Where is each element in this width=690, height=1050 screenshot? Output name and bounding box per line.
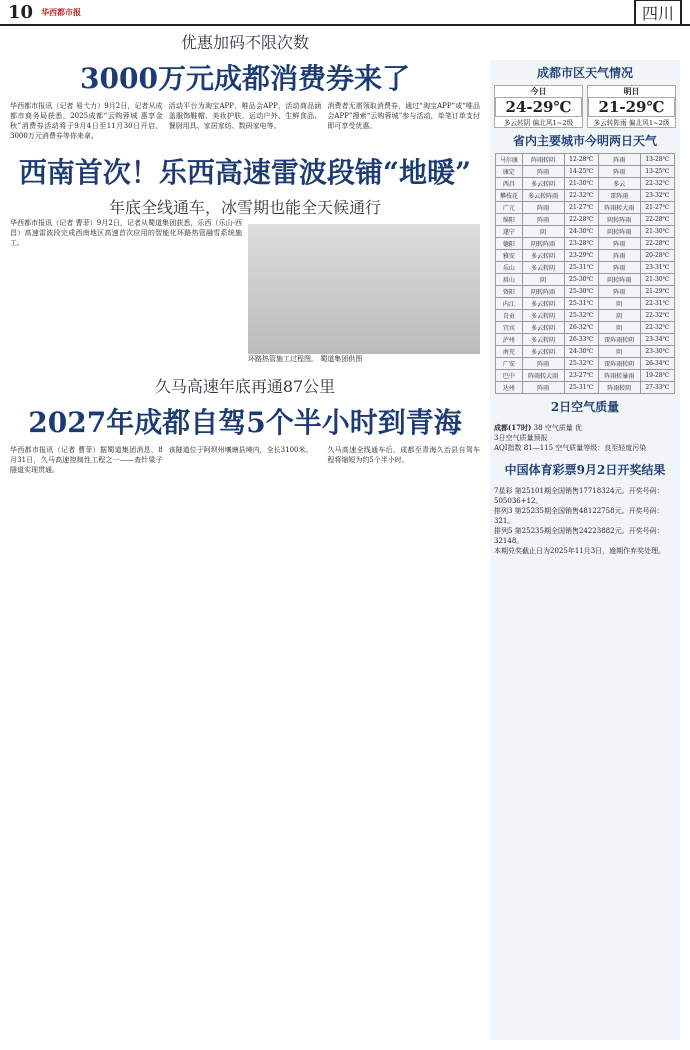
city-weather-cell: 26-33℃ (564, 334, 598, 346)
main-content (10, 30, 480, 485)
city-weather-cell: 25-30℃ (564, 274, 598, 286)
city-weather-cell: 21-27℃ (564, 202, 598, 214)
city-weather-cell: 多云转阴 (522, 250, 564, 262)
air-forecast-title: 3日空气质量预报 (494, 434, 548, 442)
city-weather-cell: 阵雨转大雨 (598, 202, 640, 214)
city-weather-cell: 22-32℃ (640, 322, 674, 334)
air-city: 成都(17时) (494, 423, 532, 432)
city-weather-cell: 阴转阵雨 (598, 274, 640, 286)
lottery-title: 中国体育彩票9月2日开奖结果 (504, 463, 666, 477)
city-weather-cell: 25-32℃ (564, 310, 598, 322)
weather-title: 成都市区天气情况 (536, 66, 633, 80)
city-weather-cell: 21-27℃ (640, 202, 674, 214)
city-weather-cell: 阵雨转暴雨 (598, 370, 640, 382)
city-weather-cell: 多云转阴 (522, 346, 564, 358)
city-weather-cell: 达州 (496, 382, 523, 394)
city-weather-cell: 23-32℃ (640, 190, 674, 202)
city-weather-cell: 19-28℃ (640, 370, 674, 382)
city-weather-cell: 广元 (496, 202, 523, 214)
air-value: 38 (533, 424, 543, 432)
city-weather-cell: 内江 (496, 298, 523, 310)
city-weather-cell: 22-28℃ (564, 214, 598, 226)
brand-logo: 华西都市报 (41, 6, 82, 17)
air-quality-title: 2日空气质量 (550, 400, 620, 414)
city-weather-cell: 25-30℃ (564, 286, 598, 298)
air-forecast: AQI指数 81—115 空气质量等级：良至轻度污染 (494, 444, 647, 452)
city-weather-cell: 阴 (598, 310, 640, 322)
city-weather-cell: 阴转阵雨 (522, 238, 564, 250)
city-weather-cell: 阴 (598, 298, 640, 310)
city-weather-cell: 21-30℃ (640, 226, 674, 238)
city-weather-cell: 攀枝花 (496, 190, 523, 202)
article1-col3: 消费者无需领取消费券，通过“淘宝APP”或“唯品会APP”搜索“云购蓉城”参与活动，单笔订单支付即可享受优惠。 (327, 102, 481, 130)
article2-col1: 华西都市报讯（记者 曹菲）9月2日，记者从蜀道集团获悉，乐西（乐山-西昌）高速雷波段完成西南地区高速首次应用的智能化环路热管融雪系统施工。 (10, 219, 242, 247)
city-weather-cell: 阴转阵雨 (598, 226, 640, 238)
city-weather-row (496, 250, 675, 262)
article1-title: 3000万元成都消费券来了 (80, 62, 410, 95)
city-weather-row (496, 382, 675, 394)
photo-caption: 环路热管施工过程图。 蜀道集团供图 (248, 355, 363, 363)
city-weather-cell: 阵雨转大雨 (522, 370, 564, 382)
city-weather-cell: 21-30℃ (564, 178, 598, 190)
city-weather-row (496, 154, 675, 166)
city-weather-cell: 广安 (496, 358, 523, 370)
city-weather-cell: 27-33℃ (640, 382, 674, 394)
city-weather-cell: 阴 (598, 346, 640, 358)
city-weather-cell: 多云转阴 (522, 298, 564, 310)
city-weather-cell: 多云转阴 (522, 334, 564, 346)
city-weather-cell: 23-28℃ (564, 238, 598, 250)
page-header (0, 0, 690, 26)
article3-col1: 华西都市报讯（记者 曹菲）据蜀道集团消息，8月31日，久马高速控制性工程之一——查针梁子隧道实现贯通。 (10, 446, 163, 474)
city-weather-row (496, 370, 675, 382)
city-weather-cell: 多云转阵雨 (522, 190, 564, 202)
city-weather-cell: 阵雨 (522, 214, 564, 226)
city-weather-cell: 阵雨 (598, 166, 640, 178)
city-weather-cell: 阵雨 (598, 154, 640, 166)
city-weather-row (496, 166, 675, 178)
article3-title: 2027年成都自驾5个半小时到青海 (28, 406, 462, 439)
city-weather-cell: 阴转阵雨 (598, 214, 640, 226)
city-weather-row (496, 310, 675, 322)
city-weather-cell: 南充 (496, 346, 523, 358)
city-weather-cell: 14-25℃ (564, 166, 598, 178)
city-weather-cell: 阵雨 (598, 262, 640, 274)
city-weather-cell: 26-34℃ (640, 358, 674, 370)
city-weather-cell: 雷阵雨 (598, 190, 640, 202)
article-qinghai-road (10, 374, 480, 475)
city-weather-cell: 阴 (598, 322, 640, 334)
city-weather-cell: 阵雨转阴 (522, 154, 564, 166)
city-weather-cell: 阵雨 (522, 202, 564, 214)
article2-title: 西南首次！乐西高速雷波段铺“地暖” (18, 156, 472, 189)
city-weather-cell: 22-32℃ (640, 178, 674, 190)
city-weather-cell: 25-31℃ (564, 298, 598, 310)
article3-col2: 该隧道位于阿坝州壤塘县境内，全长3100米。 (168, 446, 313, 454)
city-weather-cell: 多云转阴 (522, 310, 564, 322)
air-level: 空气质量 优 (544, 424, 582, 432)
city-weather-cell: 13-25℃ (640, 166, 674, 178)
city-weather-cell: 23-29℃ (564, 250, 598, 262)
city-weather-table (495, 153, 675, 394)
city-weather-cell: 绵阳 (496, 214, 523, 226)
city-weather-cell: 22-32℃ (640, 310, 674, 322)
road-photo (248, 224, 480, 354)
city-weather-cell: 多云转阴 (522, 262, 564, 274)
article3-kicker: 久马高速年底再通87公里 (154, 377, 336, 396)
city-weather-cell: 23-27℃ (564, 370, 598, 382)
tomorrow-weather: 明日 21-29℃ 多云转阵雨 偏北风1~2级 (587, 85, 676, 128)
city-weather-cell: 康定 (496, 166, 523, 178)
city-weather-cell: 眉山 (496, 274, 523, 286)
city-weather-cell: 阵雨 (522, 358, 564, 370)
article-highway-heating (10, 151, 480, 364)
city-weather-cell: 阵雨 (598, 286, 640, 298)
city-weather-row (496, 202, 675, 214)
city-weather-cell: 21-29℃ (640, 286, 674, 298)
city-weather-cell: 25-32℃ (564, 358, 598, 370)
article1-kicker: 优惠加码不限次数 (180, 33, 309, 52)
city-weather-cell: 23-30℃ (640, 346, 674, 358)
city-weather-cell: 多云转阴 (522, 322, 564, 334)
city-weather-cell: 阵雨转阴 (598, 382, 640, 394)
article-consumption (10, 30, 480, 141)
city-weather-cell: 乐山 (496, 262, 523, 274)
today-weather: 今日 24-29℃ 多云转阴 偏北风1~2级 (494, 85, 583, 128)
city-weather-cell: 25-31℃ (564, 382, 598, 394)
city-weather-cell: 雷阵雨转阴 (598, 334, 640, 346)
city-weather-cell: 23-31℃ (640, 262, 674, 274)
city-weather-row (496, 358, 675, 370)
city-weather-cell: 21-30℃ (640, 274, 674, 286)
lottery-results: 7星彩 第25101期全国销售17718324元。开奖号码：505036+12。 排列3 第25235期全国销售48122758元。开奖号码：321。 排列5 第25235期全国销售24223882元。开奖号码：32148。 本期兑奖截止日为2025年11月3日，逾期作弃奖处理。 (494, 487, 666, 555)
city-weather-cell: 22-32℃ (564, 190, 598, 202)
city-weather-cell: 自贡 (496, 310, 523, 322)
city-weather-row (496, 346, 675, 358)
city-weather-cell: 多云转阴 (522, 178, 564, 190)
city-weather-cell: 德阳 (496, 238, 523, 250)
sidebar (490, 60, 680, 1040)
article1-col2: 活动平台为淘宝APP、唯品会APP，活动商品涵盖服饰鞋帽、美妆护肤、运动户外、生鲜食品、餐厨用具、家居家纺、数码家电等。 (168, 102, 322, 130)
city-weather-row (496, 214, 675, 226)
city-weather-cell: 阵雨 (522, 382, 564, 394)
city-weather-cell: 25-31℃ (564, 262, 598, 274)
city-weather-cell: 雷阵雨转阴 (598, 358, 640, 370)
city-weather-row (496, 286, 675, 298)
city-weather-cell: 20-28℃ (640, 250, 674, 262)
city-weather-cell: 13-28℃ (640, 154, 674, 166)
city-weather-cell: 阵雨 (522, 166, 564, 178)
city-weather-cell: 12-28℃ (564, 154, 598, 166)
city-weather-cell: 22-28℃ (640, 238, 674, 250)
city-weather-cell: 泸州 (496, 334, 523, 346)
city-weather-row (496, 262, 675, 274)
city-weather-cell: 西昌 (496, 178, 523, 190)
article1-col1: 华西都市报讯（记者 易弋力）9月2日，记者从成都市商务局获悉，2025成都“云购蓉城 惠享金秋”消费券活动将于9月4日至11月30日开启，3000万元消费券等你来拿。 (10, 102, 163, 140)
city-weather-cell: 22-28℃ (640, 214, 674, 226)
article2-subtitle: 年底全线通车，冰雪期也能全天候通行 (108, 198, 381, 217)
city-weather-cell: 26-32℃ (564, 322, 598, 334)
city-weather-cell: 阵雨 (598, 250, 640, 262)
city-weather-cell: 雅安 (496, 250, 523, 262)
city-weather-row (496, 190, 675, 202)
forecast-title: 省内主要城市今明两日天气 (512, 134, 657, 148)
city-weather-cell: 阴转阵雨 (522, 286, 564, 298)
city-weather-row (496, 274, 675, 286)
city-weather-cell: 多云 (598, 178, 640, 190)
city-weather-cell: 阵雨 (598, 238, 640, 250)
city-weather-cell: 巴中 (496, 370, 523, 382)
city-weather-cell: 24-30℃ (564, 346, 598, 358)
city-weather-cell: 阴 (522, 226, 564, 238)
city-weather-row (496, 298, 675, 310)
city-weather-cell: 马尔康 (496, 154, 523, 166)
article3-col3: 久马高速全线通车后，成都至青海久治县自驾车程将缩短为约5个半小时。 (327, 446, 481, 464)
city-weather-row (496, 322, 675, 334)
city-weather-cell: 22-31℃ (640, 298, 674, 310)
city-weather-row (496, 238, 675, 250)
city-weather-cell: 遂宁 (496, 226, 523, 238)
city-weather-row (496, 226, 675, 238)
city-weather-cell: 23-34℃ (640, 334, 674, 346)
city-weather-cell: 资阳 (496, 286, 523, 298)
page-number: 10 (8, 1, 34, 23)
city-weather-cell: 24-30℃ (564, 226, 598, 238)
section-tag: 四川 (634, 0, 682, 26)
city-weather-cell: 阴 (522, 274, 564, 286)
city-weather-row (496, 334, 675, 346)
city-weather-cell: 宜宾 (496, 322, 523, 334)
city-weather-row (496, 178, 675, 190)
